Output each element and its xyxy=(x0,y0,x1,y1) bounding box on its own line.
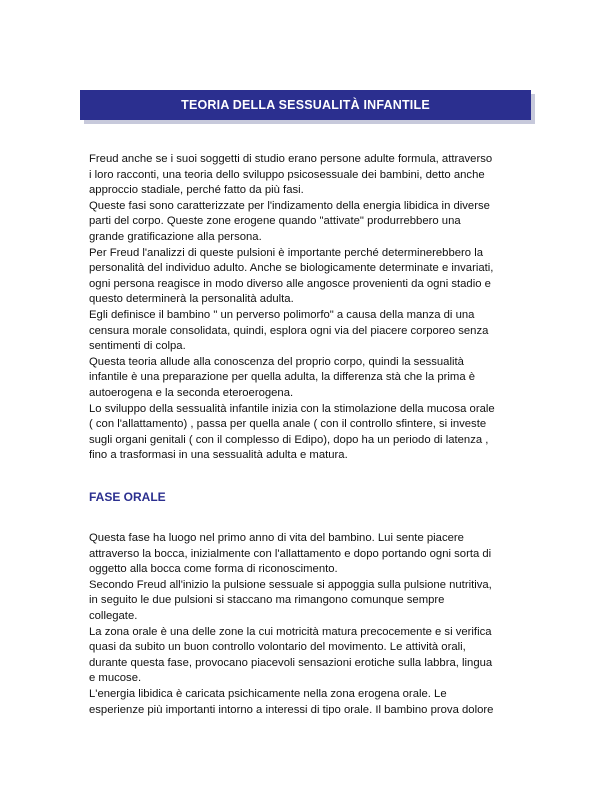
text-line: sugli organi genitali ( con il complesso di Edipo), dopo ha un periodo di latenza , xyxy=(89,433,489,446)
text-line: ( con l'allattamento) , passa per quella anale ( con il controllo sfintere, si investe xyxy=(89,418,487,431)
text-line: attraverso la bocca, inizialmente con l'allattamento e dopo portando ogni sorta di xyxy=(89,547,492,560)
text-line: sentimenti di colpa. xyxy=(89,340,186,353)
text-line: Questa fase ha luogo nel primo anno di vita del bambino. Lui sente piacere xyxy=(89,532,464,544)
section-heading: FASE ORALE xyxy=(89,490,166,504)
text-line: censura morale consolidata, quindi, esplora ogni via del piacere corporeo senza xyxy=(89,324,489,337)
text-line: Freud anche se i suoi soggetti di studio erano persone adulte formula, attraverso xyxy=(89,153,493,165)
text-line: e mucose. xyxy=(89,672,142,685)
text-line: i loro racconti, una teoria dello sviluppo psicosessuale dei bambini, detto anche xyxy=(89,168,485,181)
text-line: approccio stadiale, perché fatto da più fasi. xyxy=(89,184,304,197)
text-line: fino a trasformasi in una sessualità adulta e matura. xyxy=(89,449,348,462)
text-line: collegate. xyxy=(89,609,138,622)
text-line: Secondo Freud all'inizio la pulsione sessuale si appoggia sulla pulsione nutritiva, xyxy=(89,578,492,591)
title-banner xyxy=(80,90,531,120)
text-line: questo determinerà la personalità adulta. xyxy=(89,293,294,306)
text-line: oggetto alla bocca come forma di riconoscimento. xyxy=(89,563,338,576)
text-line: grande gratificazione alla persona. xyxy=(89,230,262,243)
text-line: durante questa fase, provocano piacevoli sensazioni erotiche sulla labbra, lingua xyxy=(89,656,493,669)
text-line: Questa teoria allude alla conoscenza del proprio corpo, quindi la sessualità xyxy=(89,355,464,368)
oral-phase-paragraph xyxy=(89,531,529,718)
text-line: autoerogena e la seconda eteroerogena. xyxy=(89,386,294,399)
intro-paragraph xyxy=(89,152,529,464)
text-line: L'energia libidica è caricata psichicamente nella zona erogena orale. Le xyxy=(89,687,447,700)
text-line: Egli definisce il bambino " un perverso polimorfo" a causa della manza di una xyxy=(89,308,475,321)
text-line: quasi da subito un buon controllo volontario del movimento. Le attività orali, xyxy=(89,641,466,654)
page-title: TEORIA DELLA SESSUALITÀ INFANTILE xyxy=(181,98,430,112)
text-line: parti del corpo. Queste zone erogene quando "attivate" produrrebbero una xyxy=(89,215,461,228)
text-line: esperienze più importanti intorno a interessi di tipo orale. Il bambino prova dolore xyxy=(89,703,494,716)
text-line: Lo sviluppo della sessualità infantile inizia con la stimolazione della mucosa orale xyxy=(89,402,495,415)
text-line: Per Freud l'analizzi di queste pulsioni è importante perché determinerebbero la xyxy=(89,246,484,259)
text-line: infantile è una preparazione per quella adulta, la differenza stà che la prima è xyxy=(89,371,476,384)
text-line: ogni persona reagisce in modo diverso alle angosce provenienti da ogni stadio e xyxy=(89,277,491,290)
text-line: Queste fasi sono caratterizzate per l'indizamento della energia libidica in diverse xyxy=(89,199,490,212)
text-line: personalità del individuo adulto. Anche se biologicamente determinate e invariati, xyxy=(89,262,494,275)
text-line: in seguito le due pulsioni si staccano ma rimangono comunque sempre xyxy=(89,594,445,607)
text-line: La zona orale è una delle zone la cui motricità matura precocemente e si verifica xyxy=(89,625,492,638)
